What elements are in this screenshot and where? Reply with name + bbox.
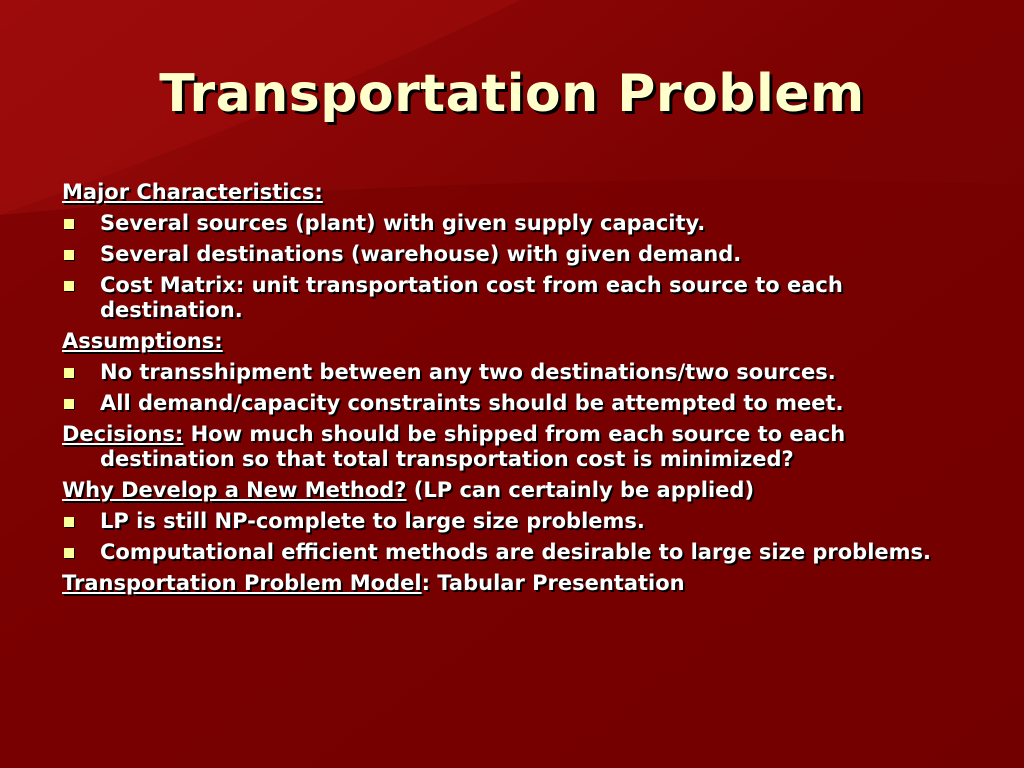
list-item — [62, 540, 962, 565]
list-item-text: Several destinations (warehouse) with given demand. — [100, 242, 742, 266]
bullet-square-icon — [64, 281, 74, 291]
slide-body — [62, 180, 962, 602]
list-item — [62, 211, 962, 236]
why-text: (LP can certainly be applied) — [406, 478, 755, 502]
bullet-square-icon — [64, 219, 74, 229]
bullet-square-icon — [64, 250, 74, 260]
list-item-text: LP is still NP-complete to large size problems. — [100, 509, 645, 533]
bullet-square-icon — [64, 517, 74, 527]
assumptions-label: Assumptions: — [62, 329, 223, 353]
list-item-text: No transshipment between any two destinations/two sources. — [100, 360, 836, 384]
list-item — [62, 391, 962, 416]
why-paragraph — [62, 478, 962, 503]
decisions-text: How much should be shipped from each source to each destination so that total transportation cost is minimized? — [100, 422, 846, 471]
major-characteristics-heading — [62, 180, 962, 205]
model-paragraph — [62, 571, 962, 596]
major-characteristics-label: Major Characteristics: — [62, 180, 323, 204]
list-item-text: Computational efficient methods are desirable to large size problems. — [100, 540, 932, 564]
list-item-text: All demand/capacity constraints should be attempted to meet. — [100, 391, 844, 415]
bullet-square-icon — [64, 399, 74, 409]
list-item-text: Cost Matrix: unit transportation cost from each source to each destination. — [100, 273, 843, 322]
why-label: Why Develop a New Method? — [62, 478, 407, 502]
model-label: Transportation Problem Model — [62, 571, 422, 595]
bullet-square-icon — [64, 368, 74, 378]
list-item — [62, 242, 962, 267]
list-item — [62, 509, 962, 534]
list-item — [62, 273, 962, 323]
bullet-square-icon — [64, 548, 74, 558]
decisions-label: Decisions: — [62, 422, 184, 446]
model-text: : Tabular Presentation — [421, 571, 685, 595]
slide-title: Transportation Problem — [159, 64, 865, 124]
decisions-paragraph — [62, 422, 962, 472]
list-item-text: Several sources (plant) with given supply capacity. — [100, 211, 706, 235]
list-item — [62, 360, 962, 385]
assumptions-heading — [62, 329, 962, 354]
